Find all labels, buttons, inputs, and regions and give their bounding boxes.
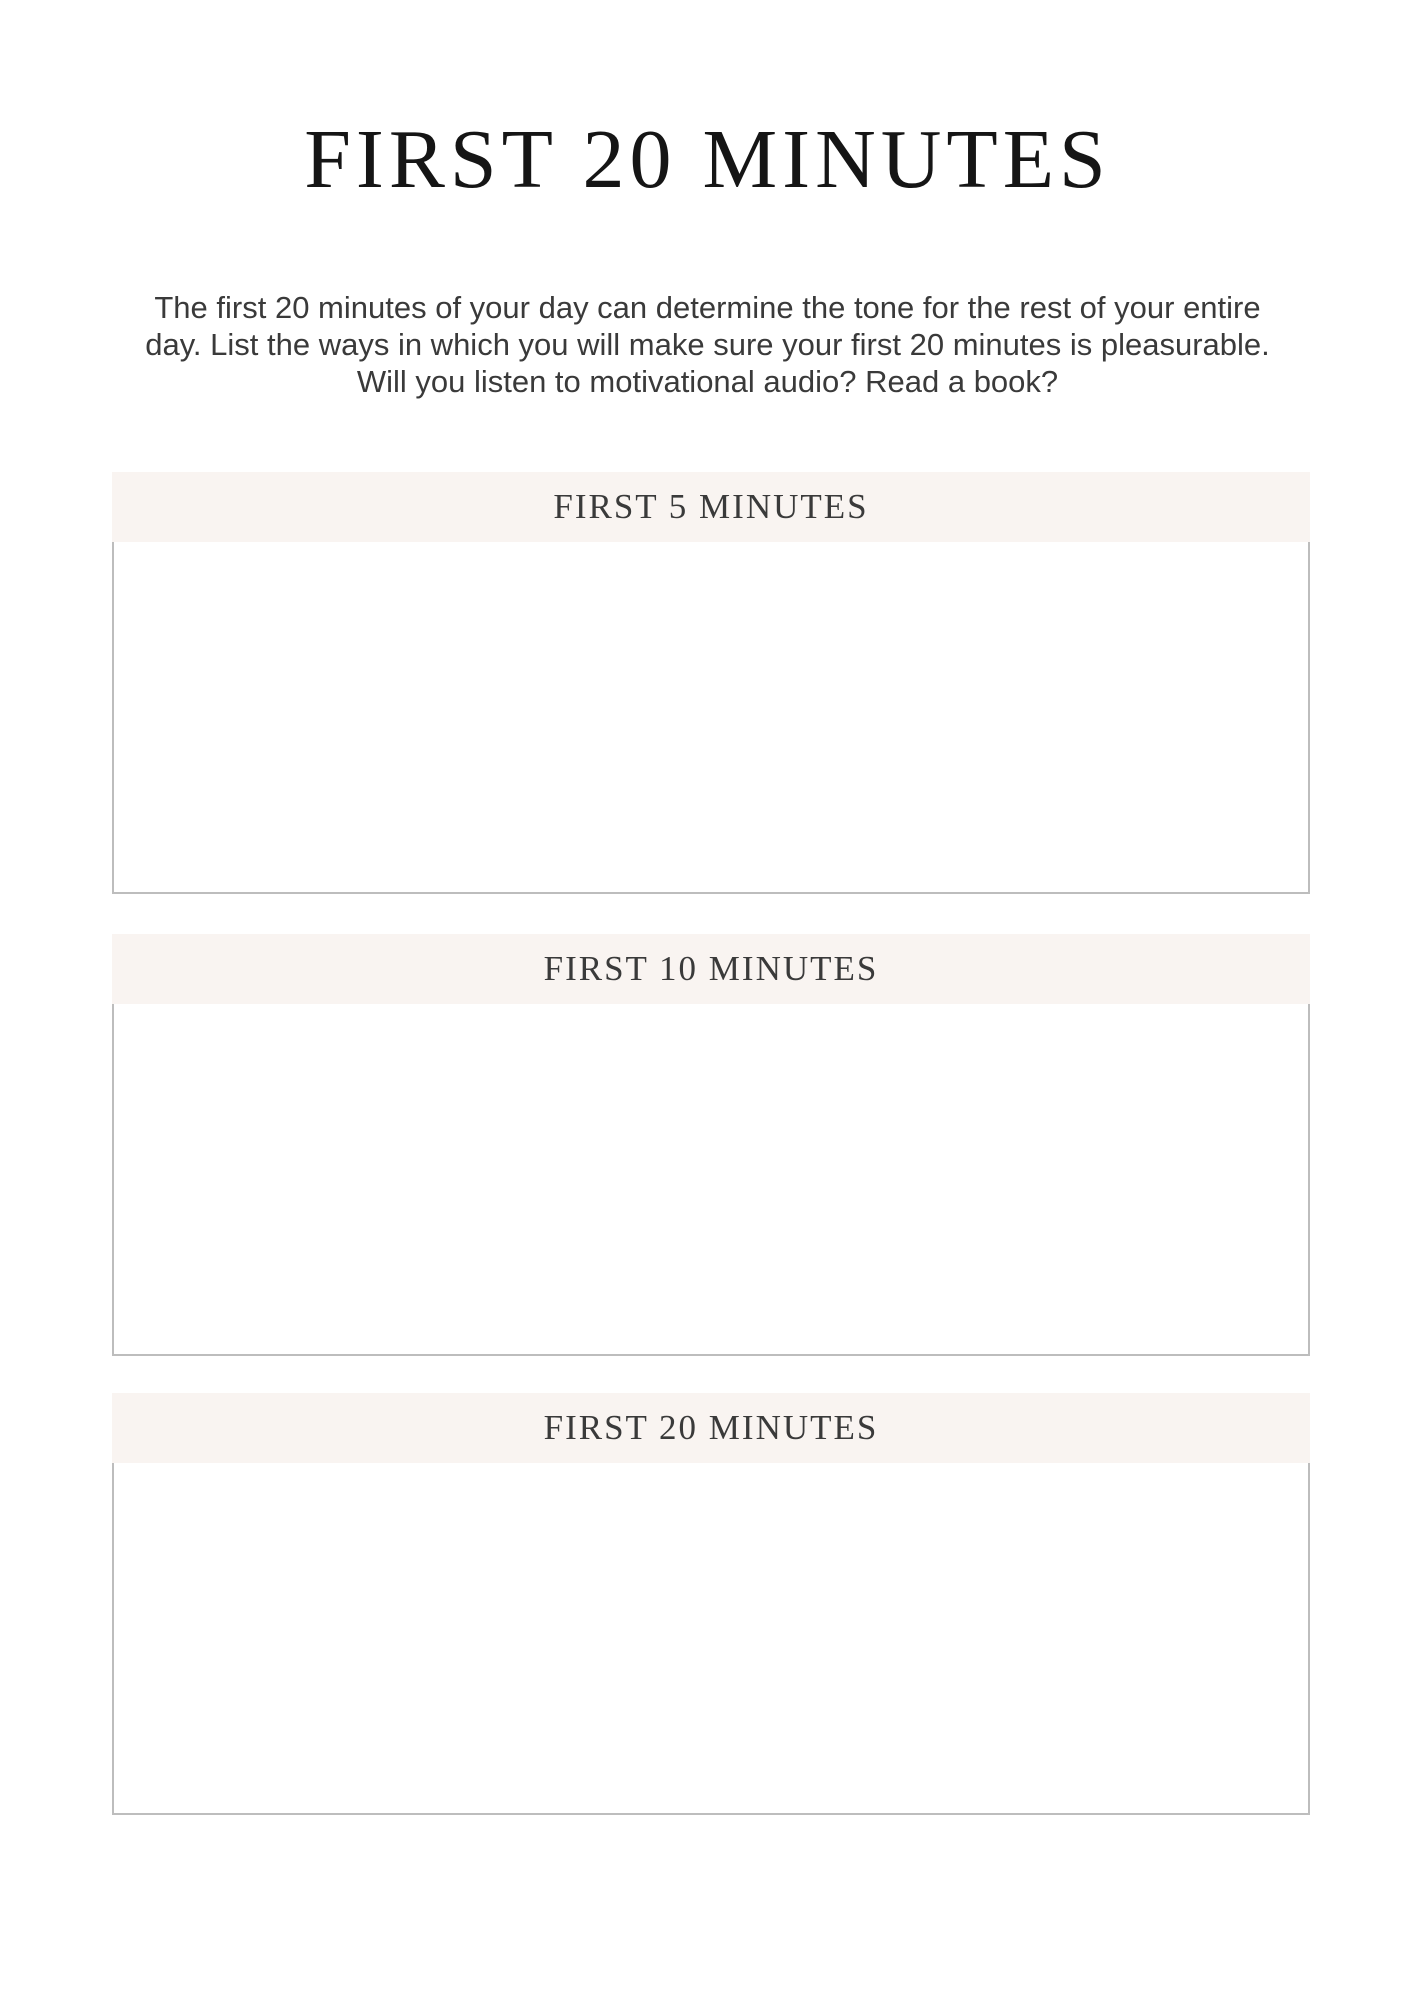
section-first-10-minutes — [112, 934, 1310, 1356]
page-title: FIRST 20 MINUTES — [304, 113, 1111, 206]
section-header: FIRST 10 MINUTES — [112, 934, 1310, 1004]
intro-text: The first 20 minutes of your day can determine the tone for the rest of your entire day. List the ways in which you will make sure your first 20 minutes is pleasurable. Will you listen to motivational audio? Read a book? — [145, 290, 1270, 399]
writing-box[interactable] — [112, 1004, 1310, 1356]
writing-box[interactable] — [112, 1463, 1310, 1815]
writing-box[interactable] — [112, 542, 1310, 894]
section-header: FIRST 5 MINUTES — [112, 472, 1310, 542]
section-header: FIRST 20 MINUTES — [112, 1393, 1310, 1463]
section-first-20-minutes — [112, 1393, 1310, 1815]
section-first-5-minutes — [112, 472, 1310, 894]
